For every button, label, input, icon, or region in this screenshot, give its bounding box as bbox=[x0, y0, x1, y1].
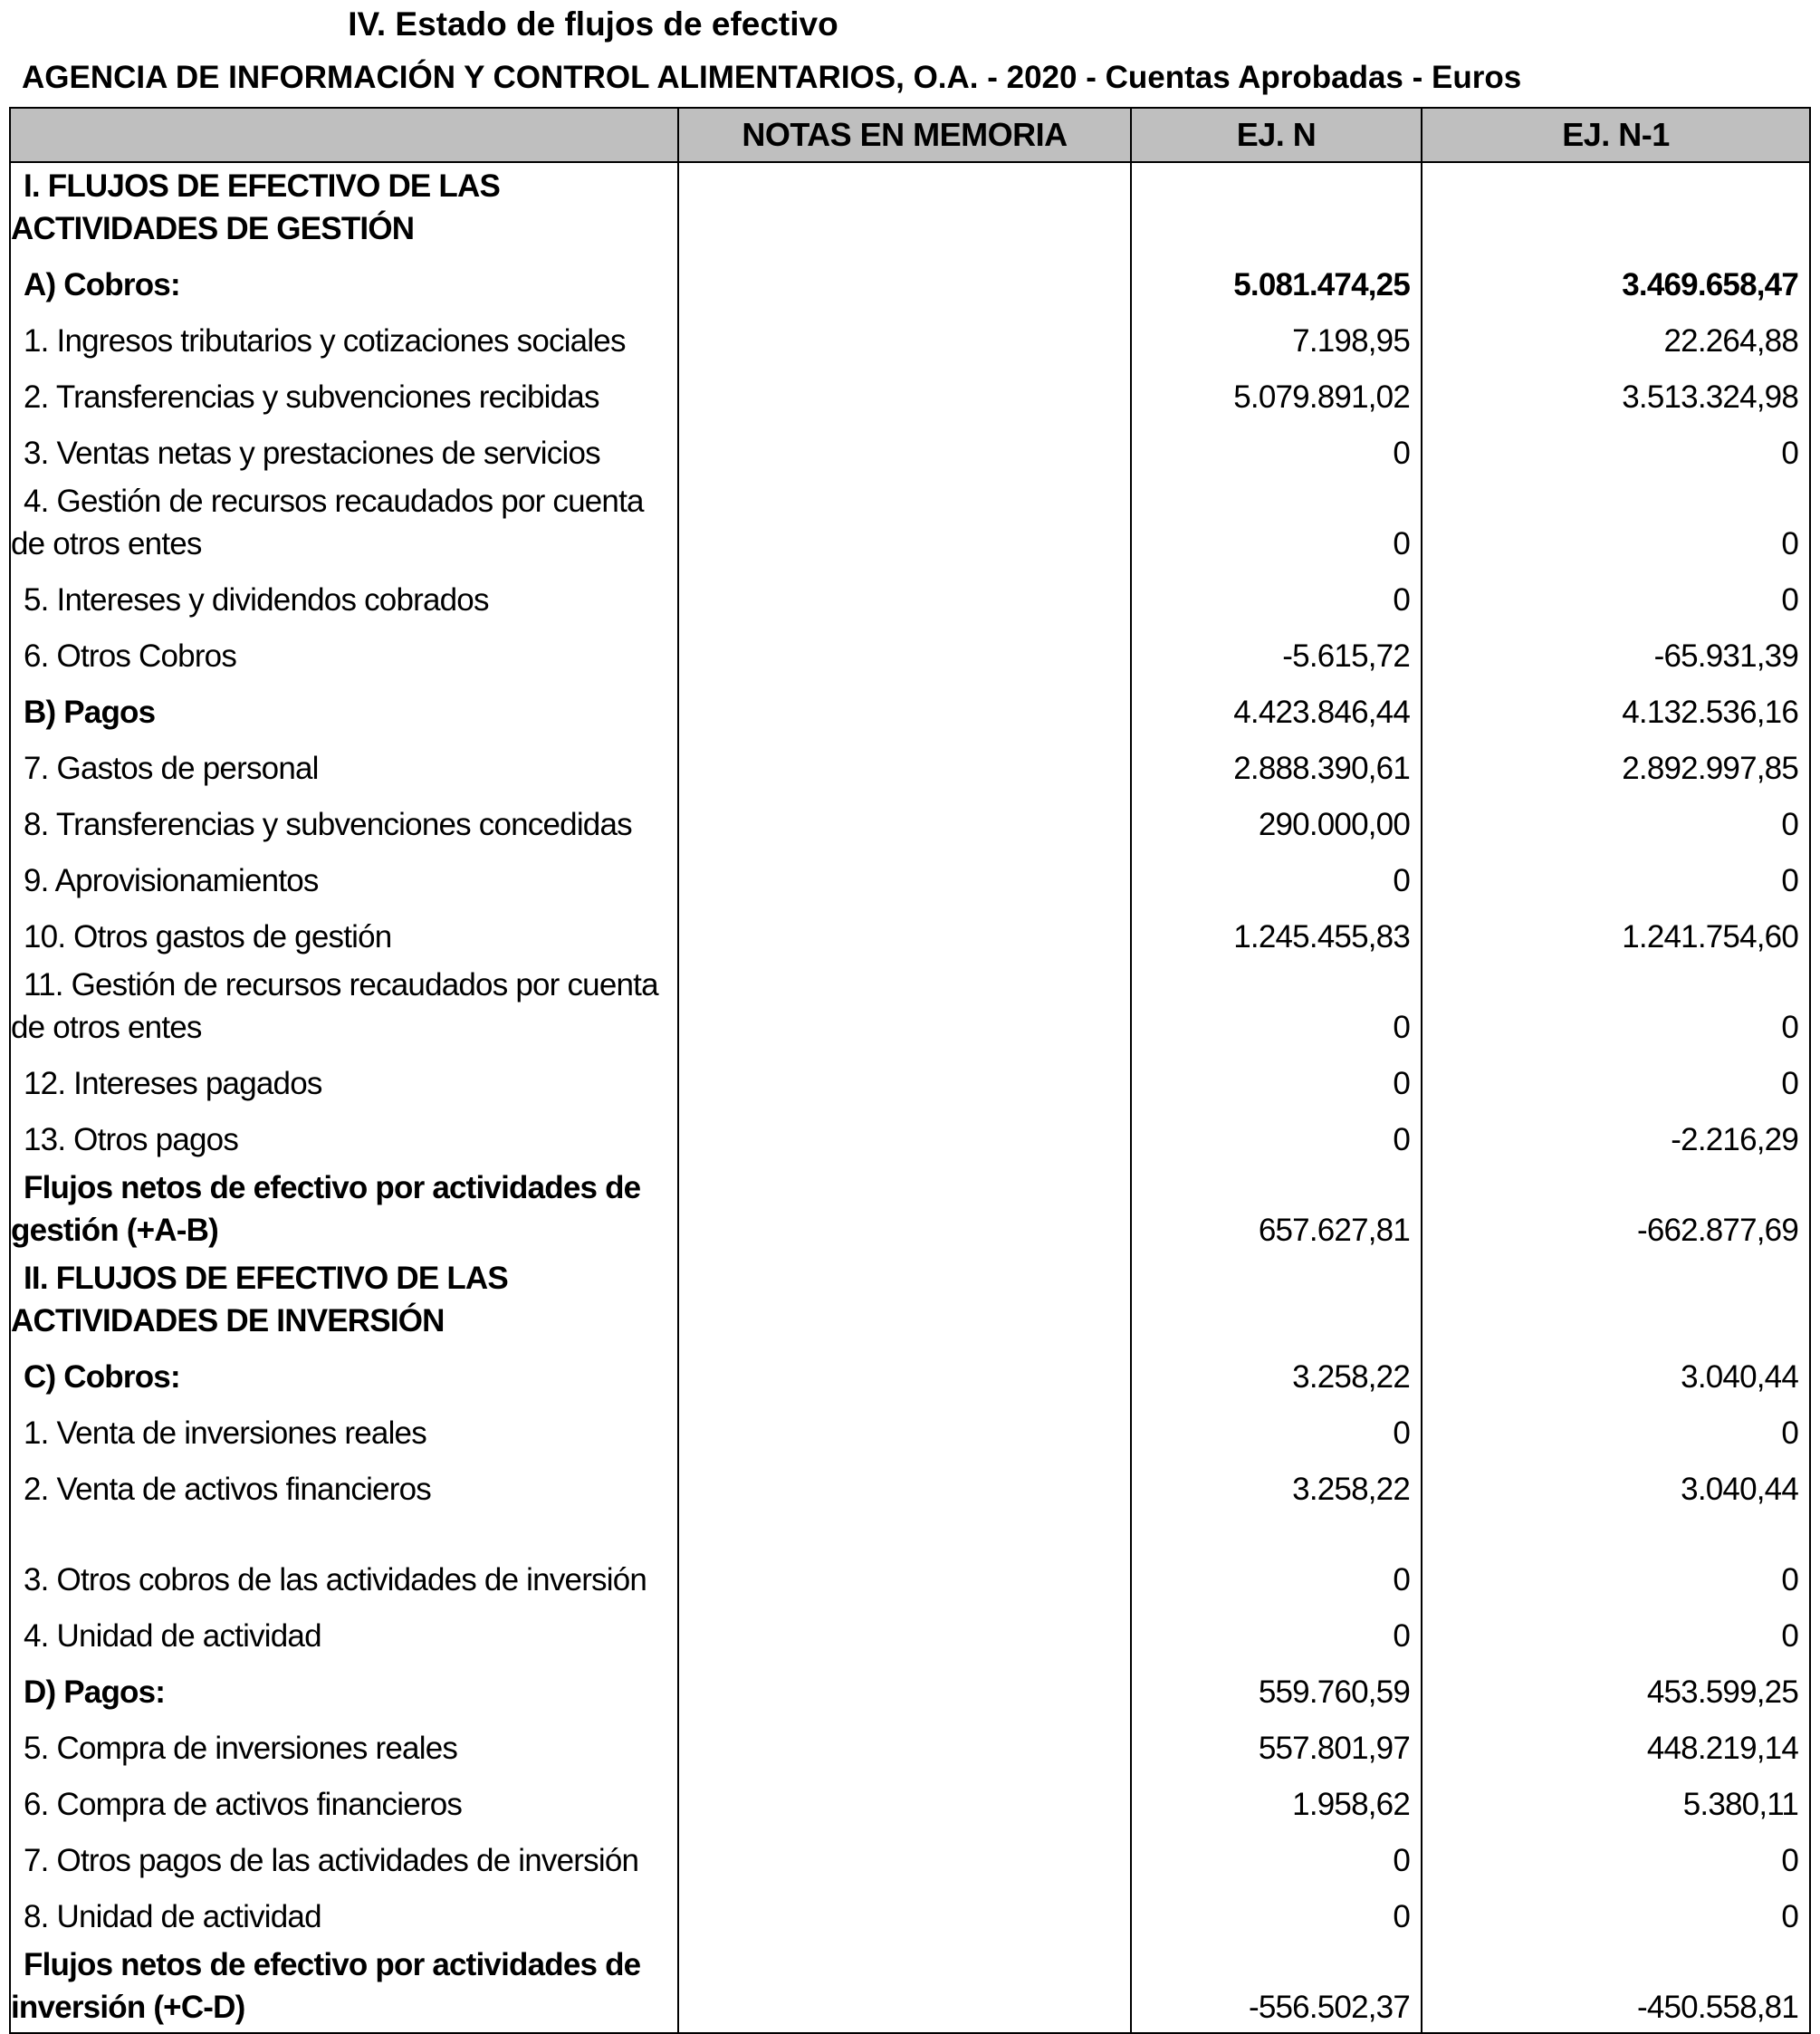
row-ej-n1: 448.219,14 bbox=[1422, 1717, 1810, 1773]
row-label: I. FLUJOS DE EFECTIVO DE LAS ACTIVIDADES DE GESTIÓN bbox=[10, 162, 678, 254]
row-notes bbox=[678, 906, 1131, 962]
table-row bbox=[10, 1885, 1810, 1942]
row-ej-n1: 22.264,88 bbox=[1422, 310, 1810, 366]
row-notes bbox=[678, 254, 1131, 310]
row-notes bbox=[678, 793, 1131, 849]
row-label: 5. Intereses y dividendos cobrados bbox=[10, 569, 678, 625]
row-label: 3. Ventas netas y prestaciones de servicios bbox=[10, 422, 678, 478]
row-ej-n: 0 bbox=[1131, 962, 1422, 1052]
row-ej-n: 559.760,59 bbox=[1131, 1661, 1422, 1717]
table-row bbox=[10, 1402, 1810, 1458]
row-label: 1. Venta de inversiones reales bbox=[10, 1402, 678, 1458]
row-ej-n1: 0 bbox=[1422, 422, 1810, 478]
row-label: 2. Venta de activos financieros bbox=[10, 1458, 678, 1514]
table-row bbox=[10, 366, 1810, 422]
row-ej-n: 4.423.846,44 bbox=[1131, 681, 1422, 737]
page-title: IV. Estado de flujos de efectivo bbox=[348, 5, 838, 43]
row-ej-n bbox=[1131, 162, 1422, 254]
row-ej-n1: 3.040,44 bbox=[1422, 1346, 1810, 1402]
row-notes bbox=[678, 1402, 1131, 1458]
row-ej-n: 557.801,97 bbox=[1131, 1717, 1422, 1773]
row-label: 13. Otros pagos bbox=[10, 1108, 678, 1165]
row-ej-n: 0 bbox=[1131, 1605, 1422, 1661]
row-notes bbox=[678, 310, 1131, 366]
table-row bbox=[10, 625, 1810, 681]
table-row bbox=[10, 1458, 1810, 1514]
table-row bbox=[10, 162, 1810, 254]
row-notes bbox=[678, 422, 1131, 478]
row-ej-n: 0 bbox=[1131, 422, 1422, 478]
row-notes bbox=[678, 569, 1131, 625]
row-label: C) Cobros: bbox=[10, 1346, 678, 1402]
row-notes bbox=[678, 1942, 1131, 2033]
row-notes bbox=[678, 737, 1131, 793]
row-ej-n1 bbox=[1422, 162, 1810, 254]
row-ej-n1: -662.877,69 bbox=[1422, 1165, 1810, 1255]
row-label: A) Cobros: bbox=[10, 254, 678, 310]
row-label: 1. Ingresos tributarios y cotizaciones sociales bbox=[10, 310, 678, 366]
cash-flow-table bbox=[9, 107, 1811, 2034]
row-notes bbox=[678, 962, 1131, 1052]
table-row bbox=[10, 478, 1810, 569]
table-row bbox=[10, 1052, 1810, 1108]
row-label: 8. Transferencias y subvenciones concedidas bbox=[10, 793, 678, 849]
row-ej-n1: 0 bbox=[1422, 1514, 1810, 1605]
row-label: 7. Gastos de personal bbox=[10, 737, 678, 793]
row-ej-n: 0 bbox=[1131, 1885, 1422, 1942]
row-ej-n1: 5.380,11 bbox=[1422, 1773, 1810, 1829]
row-ej-n: 3.258,22 bbox=[1131, 1346, 1422, 1402]
row-ej-n: 0 bbox=[1131, 1108, 1422, 1165]
row-ej-n bbox=[1131, 1255, 1422, 1346]
row-ej-n: 0 bbox=[1131, 1052, 1422, 1108]
row-notes bbox=[678, 1773, 1131, 1829]
row-notes bbox=[678, 1885, 1131, 1942]
table-row bbox=[10, 569, 1810, 625]
table-row bbox=[10, 1346, 1810, 1402]
row-ej-n: 0 bbox=[1131, 849, 1422, 906]
row-ej-n1: 0 bbox=[1422, 1402, 1810, 1458]
table-row bbox=[10, 1255, 1810, 1346]
row-ej-n: -556.502,37 bbox=[1131, 1942, 1422, 2033]
row-label: 7. Otros pagos de las actividades de inversión bbox=[10, 1829, 678, 1885]
row-label: 2. Transferencias y subvenciones recibidas bbox=[10, 366, 678, 422]
row-label: 4. Unidad de actividad bbox=[10, 1605, 678, 1661]
row-ej-n1: 0 bbox=[1422, 962, 1810, 1052]
page-subtitle: AGENCIA DE INFORMACIÓN Y CONTROL ALIMENTARIOS, O.A. - 2020 - Cuentas Aprobadas - Euros bbox=[22, 60, 1522, 95]
row-label: 6. Otros Cobros bbox=[10, 625, 678, 681]
row-label: 9. Aprovisionamientos bbox=[10, 849, 678, 906]
row-notes bbox=[678, 478, 1131, 569]
row-ej-n1: 0 bbox=[1422, 1885, 1810, 1942]
row-label: 8. Unidad de actividad bbox=[10, 1885, 678, 1942]
row-notes bbox=[678, 1717, 1131, 1773]
row-ej-n1: 0 bbox=[1422, 1605, 1810, 1661]
row-ej-n1: 0 bbox=[1422, 1052, 1810, 1108]
row-notes bbox=[678, 1661, 1131, 1717]
row-notes bbox=[678, 1829, 1131, 1885]
row-ej-n1 bbox=[1422, 1255, 1810, 1346]
row-ej-n: 3.258,22 bbox=[1131, 1458, 1422, 1514]
table-row bbox=[10, 254, 1810, 310]
row-ej-n: 290.000,00 bbox=[1131, 793, 1422, 849]
row-label: 12. Intereses pagados bbox=[10, 1052, 678, 1108]
row-ej-n: 5.079.891,02 bbox=[1131, 366, 1422, 422]
column-header-concept bbox=[10, 108, 678, 162]
row-label: D) Pagos: bbox=[10, 1661, 678, 1717]
table-row bbox=[10, 737, 1810, 793]
row-label: II. FLUJOS DE EFECTIVO DE LAS ACTIVIDADES DE INVERSIÓN bbox=[10, 1255, 678, 1346]
row-ej-n1: 0 bbox=[1422, 1829, 1810, 1885]
table-row bbox=[10, 849, 1810, 906]
row-ej-n: -5.615,72 bbox=[1131, 625, 1422, 681]
row-label: 5. Compra de inversiones reales bbox=[10, 1717, 678, 1773]
row-label: 6. Compra de activos financieros bbox=[10, 1773, 678, 1829]
row-ej-n: 2.888.390,61 bbox=[1131, 737, 1422, 793]
row-ej-n: 0 bbox=[1131, 1829, 1422, 1885]
row-label: B) Pagos bbox=[10, 681, 678, 737]
table-row bbox=[10, 681, 1810, 737]
row-ej-n: 0 bbox=[1131, 569, 1422, 625]
row-label: Flujos netos de efectivo por actividades de inversión (+C-D) bbox=[10, 1942, 678, 2033]
row-notes bbox=[678, 849, 1131, 906]
table-row bbox=[10, 1165, 1810, 1255]
row-notes bbox=[678, 1605, 1131, 1661]
table-row bbox=[10, 1773, 1810, 1829]
row-ej-n1: 0 bbox=[1422, 793, 1810, 849]
row-notes bbox=[678, 1458, 1131, 1514]
column-header-ej-n: EJ. N bbox=[1131, 108, 1422, 162]
row-label: 10. Otros gastos de gestión bbox=[10, 906, 678, 962]
table-row bbox=[10, 1605, 1810, 1661]
row-ej-n1: 3.469.658,47 bbox=[1422, 254, 1810, 310]
row-label: 11. Gestión de recursos recaudados por cuenta de otros entes bbox=[10, 962, 678, 1052]
row-notes bbox=[678, 1052, 1131, 1108]
row-notes bbox=[678, 1108, 1131, 1165]
row-ej-n: 0 bbox=[1131, 478, 1422, 569]
row-ej-n1: -450.558,81 bbox=[1422, 1942, 1810, 2033]
row-ej-n1: 0 bbox=[1422, 478, 1810, 569]
row-ej-n1: -65.931,39 bbox=[1422, 625, 1810, 681]
row-notes bbox=[678, 681, 1131, 737]
row-label: Flujos netos de efectivo por actividades de gestión (+A-B) bbox=[10, 1165, 678, 1255]
row-ej-n: 0 bbox=[1131, 1514, 1422, 1605]
table-row bbox=[10, 1829, 1810, 1885]
row-ej-n1: 1.241.754,60 bbox=[1422, 906, 1810, 962]
table-row bbox=[10, 962, 1810, 1052]
row-ej-n1: 3.040,44 bbox=[1422, 1458, 1810, 1514]
row-notes bbox=[678, 625, 1131, 681]
row-notes bbox=[678, 162, 1131, 254]
row-ej-n1: -2.216,29 bbox=[1422, 1108, 1810, 1165]
row-ej-n1: 0 bbox=[1422, 569, 1810, 625]
row-notes bbox=[678, 1514, 1131, 1605]
row-ej-n: 1.958,62 bbox=[1131, 1773, 1422, 1829]
table-header-row bbox=[10, 108, 1810, 162]
table-row bbox=[10, 793, 1810, 849]
table-row bbox=[10, 310, 1810, 366]
row-ej-n1: 3.513.324,98 bbox=[1422, 366, 1810, 422]
column-header-ej-n1: EJ. N-1 bbox=[1422, 108, 1810, 162]
row-label: 3. Otros cobros de las actividades de inversión bbox=[10, 1514, 678, 1605]
table-row bbox=[10, 1661, 1810, 1717]
row-notes bbox=[678, 1255, 1131, 1346]
column-header-notes: NOTAS EN MEMORIA bbox=[678, 108, 1131, 162]
row-ej-n1: 453.599,25 bbox=[1422, 1661, 1810, 1717]
row-ej-n: 1.245.455,83 bbox=[1131, 906, 1422, 962]
row-ej-n: 657.627,81 bbox=[1131, 1165, 1422, 1255]
table-row bbox=[10, 1717, 1810, 1773]
row-ej-n1: 2.892.997,85 bbox=[1422, 737, 1810, 793]
table-row bbox=[10, 1514, 1810, 1605]
table-row bbox=[10, 422, 1810, 478]
table-row bbox=[10, 906, 1810, 962]
table-row bbox=[10, 1942, 1810, 2033]
row-notes bbox=[678, 366, 1131, 422]
row-notes bbox=[678, 1165, 1131, 1255]
row-ej-n: 7.198,95 bbox=[1131, 310, 1422, 366]
row-ej-n: 0 bbox=[1131, 1402, 1422, 1458]
row-ej-n1: 4.132.536,16 bbox=[1422, 681, 1810, 737]
row-notes bbox=[678, 1346, 1131, 1402]
table-row bbox=[10, 1108, 1810, 1165]
row-label: 4. Gestión de recursos recaudados por cuenta de otros entes bbox=[10, 478, 678, 569]
row-ej-n: 5.081.474,25 bbox=[1131, 254, 1422, 310]
row-ej-n1: 0 bbox=[1422, 849, 1810, 906]
